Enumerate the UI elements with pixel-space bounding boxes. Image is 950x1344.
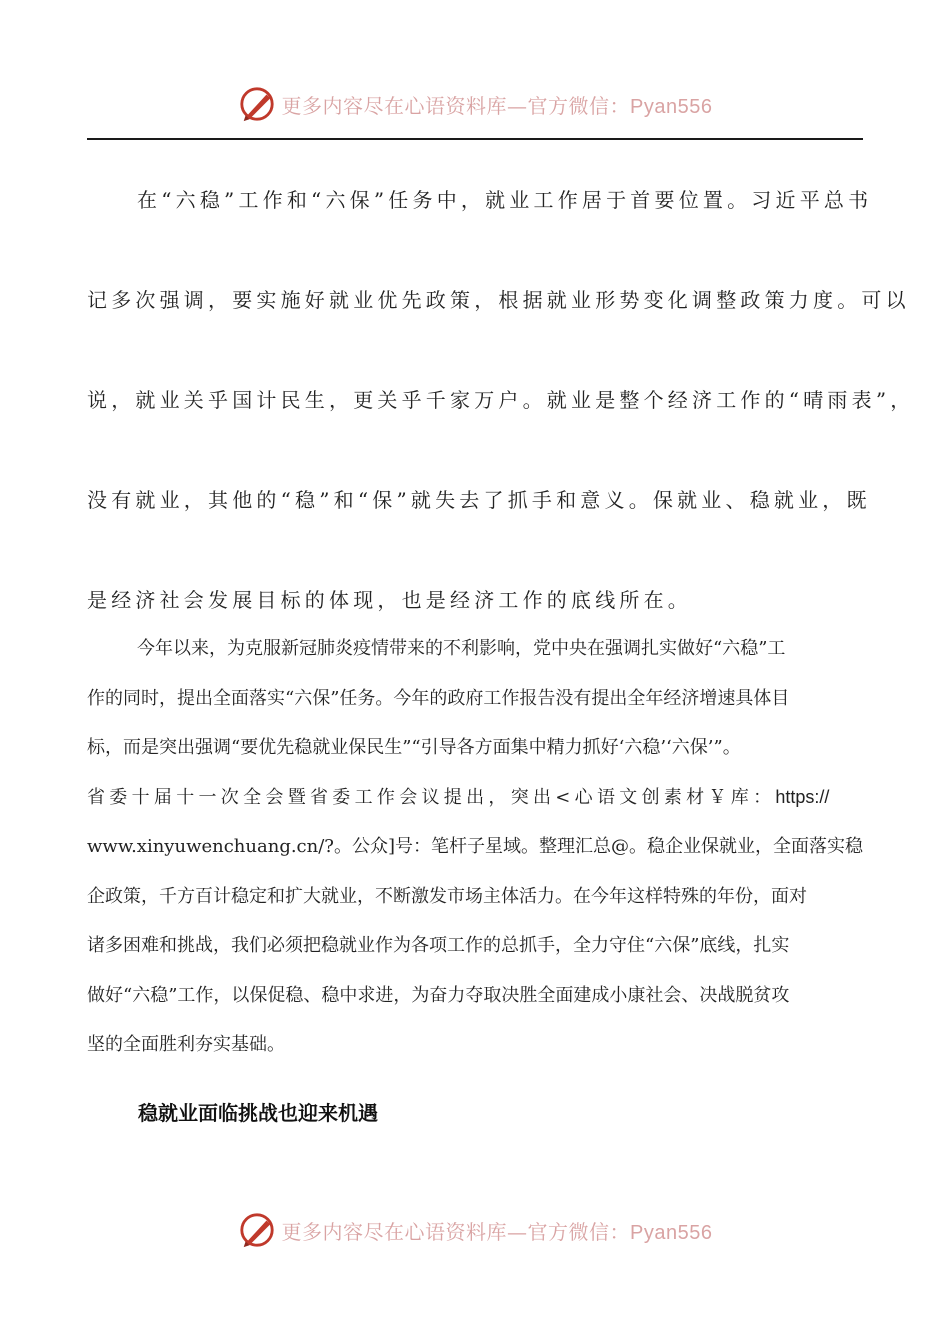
paragraph-line: 做好“六稳”工作，以保促稳、稳中求进，为奋力夺取决胜全面建成小康社会、决战脱贫攻 <box>87 984 790 1006</box>
banner-title: 更多内容尽在心语资料库 <box>281 93 508 118</box>
paragraph-line: 是经济社会发展目标的体现，也是经济工作的底线所在。 <box>87 588 692 612</box>
paragraph-line: 企政策，千方百计稳定和扩大就业，不断激发市场主体活力。在今年这样特殊的年份，面对 <box>87 885 807 907</box>
banner-suffix: 官方微信： <box>527 93 631 118</box>
banner-suffix: 官方微信： <box>527 1219 631 1244</box>
paragraph-line: 标，而是突出强调“要优先稳就业保民生”“引导各方面集中精力抓好‘六稳’‘六保’”。 <box>87 737 741 758</box>
header-banner <box>0 82 950 126</box>
paragraph-line: 记多次强调，要实施好就业优先政策，根据就业形势变化调整政策力度。可以 <box>87 288 910 312</box>
banner-dash: — <box>507 1219 528 1244</box>
paragraph-line: 今年以来，为克服新冠肺炎疫情带来的不利影响，党中央在强调扎实做好“六稳”工 <box>137 638 786 659</box>
paragraph-line: 没有就业，其他的“稳”和“保”就失去了抓手和意义。保就业、稳就业，既 <box>87 488 871 512</box>
footer-banner <box>0 1208 950 1252</box>
header-rule <box>87 138 863 140</box>
banner-wechat-id: Pyan556 <box>630 1221 713 1244</box>
url-text[interactable]: https:// <box>775 786 830 807</box>
banner-wechat-id: Pyan556 <box>630 95 713 118</box>
paragraph-line: 坚的全面胜利夯实基础。 <box>87 1034 285 1055</box>
paragraph-line: www.xinyuwenchuang.cn/?。公众]号：笔杆子星域。整理汇总@。稳企业保就业，全面落实稳 <box>87 836 863 857</box>
paragraph-line <box>87 773 867 823</box>
paragraph-line-text: 省委十届十一次全会暨省委工作会议提出，突出<心语文创素材￥库： <box>87 786 776 808</box>
pen-logo-icon <box>238 1211 276 1249</box>
paragraph-line: 作的同时，提出全面落实“六保”任务。今年的政府工作报告没有提出全年经济增速具体目 <box>87 687 790 709</box>
section-heading: 稳就业面临挑战也迎来机遇 <box>138 1101 378 1125</box>
banner-title: 更多内容尽在心语资料库 <box>281 1219 508 1244</box>
banner-text <box>282 90 713 119</box>
pen-logo-icon <box>238 85 276 123</box>
paragraph-line: 说，就业关乎国计民生，更关乎千家万户。就业是整个经济工作的“晴雨表”， <box>87 388 915 412</box>
paragraph-line: 诸多困难和挑战，我们必须把稳就业作为各项工作的总抓手，全力守住“六保”底线，扎实 <box>87 935 790 956</box>
banner-dash: — <box>507 93 528 118</box>
paragraph-1 <box>87 150 915 650</box>
paragraph-2 <box>87 624 867 1070</box>
paragraph-line: 在“六稳”工作和“六保”任务中，就业工作居于首要位置。习近平总书 <box>137 188 873 212</box>
banner-text <box>282 1216 713 1245</box>
